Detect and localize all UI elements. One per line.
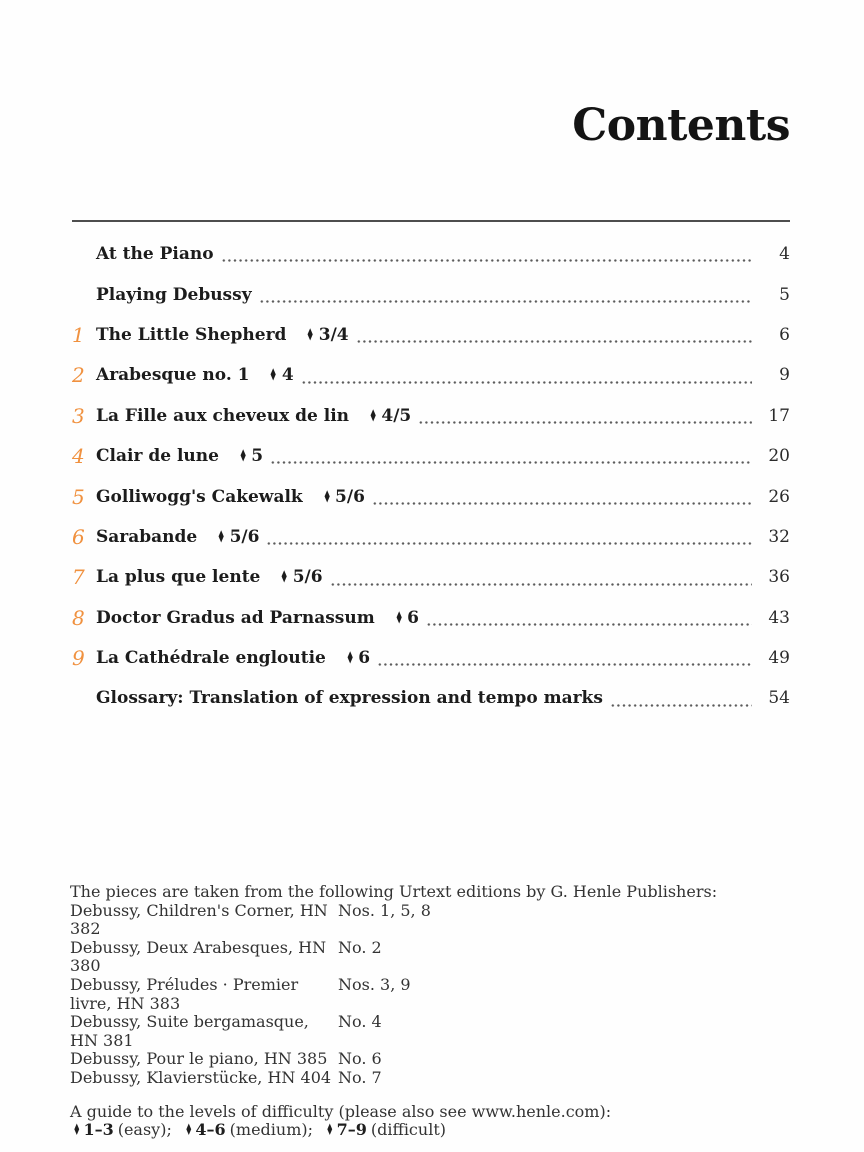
table-of-contents [72, 234, 790, 719]
piece-title: La Fille aux cheveux de lin [96, 405, 350, 426]
difficulty-rating [366, 406, 411, 426]
piece-title: The Little Shepherd [96, 324, 287, 345]
edition-numbers: No. 2 [338, 937, 382, 957]
dot-leader [259, 274, 752, 314]
level-label: (difficult) [370, 1120, 446, 1140]
page-number: 5 [779, 284, 790, 305]
toc-row [72, 598, 790, 638]
page-number: 9 [779, 365, 790, 386]
toc-row [72, 476, 790, 516]
difficulty-levels-line [70, 1121, 804, 1140]
piece-title: Glossary: Translation of expression and tempo marks [96, 688, 603, 709]
difficulty-level [323, 1120, 446, 1139]
difficulty-level [70, 1120, 172, 1139]
page-title: Contents [572, 100, 790, 151]
level-range: 1–3 [83, 1120, 114, 1140]
difficulty-value: 3/4 [318, 324, 349, 345]
difficulty-guide-intro: A guide to the levels of difficulty (please also see www.henle.com): [70, 1101, 612, 1121]
difficulty-rating [343, 648, 370, 668]
edition-name: Debussy, Préludes · Premier livre, HN 383 [70, 974, 299, 1013]
difficulty-diamond-icon: ♦ [238, 445, 248, 466]
edition-numbers: No. 6 [338, 1049, 382, 1069]
difficulty-value: 4 [281, 365, 294, 386]
page-number: 43 [768, 607, 790, 628]
difficulty-rating [303, 325, 348, 345]
piece-number: 7 [72, 565, 85, 590]
piece-number: 9 [72, 646, 85, 671]
page-number: 32 [768, 526, 790, 547]
page-number: 36 [768, 567, 790, 588]
piece-title: La Cathédrale engloutie [96, 648, 326, 669]
difficulty-diamond-icon: ♦ [322, 486, 332, 507]
difficulty-value: 5/6 [335, 486, 365, 507]
piece-title: Golliwogg's Cakewalk [96, 486, 303, 507]
edition-name: Debussy, Deux Arabesques, HN 380 [70, 937, 327, 976]
level-range: 7–9 [336, 1120, 367, 1140]
difficulty-diamond-icon: ♦ [306, 324, 315, 345]
page-number: 54 [768, 688, 790, 709]
dot-leader [377, 638, 752, 678]
dot-leader [301, 355, 752, 395]
edition-numbers: Nos. 1, 5, 8 [338, 900, 431, 920]
toc-row [72, 517, 790, 557]
difficulty-diamond-icon: ♦ [184, 1120, 193, 1140]
piece-number: 5 [72, 484, 85, 509]
difficulty-rating [392, 608, 419, 628]
level-label: (easy); [117, 1120, 172, 1140]
difficulty-diamond-icon: ♦ [72, 1120, 81, 1140]
toc-row [72, 315, 790, 355]
source-row [70, 939, 804, 976]
difficulty-value: 6 [407, 607, 419, 628]
difficulty-level [182, 1120, 313, 1139]
piece-number: 2 [72, 363, 85, 388]
toc-row [72, 678, 790, 718]
difficulty-diamond-icon: ♦ [369, 405, 378, 426]
horizontal-rule [72, 220, 790, 222]
page-number: 6 [779, 324, 790, 345]
piece-title: Doctor Gradus ad Parnassum [96, 607, 375, 628]
dot-leader [221, 234, 752, 274]
difficulty-rating [277, 567, 322, 587]
piece-number: 1 [72, 322, 85, 347]
source-row [70, 902, 804, 939]
difficulty-diamond-icon: ♦ [325, 1120, 334, 1140]
edition-name: Debussy, Suite bergamasque, HN 381 [70, 1012, 309, 1050]
piece-title: La plus que lente [96, 567, 261, 588]
source-row [70, 1013, 804, 1050]
difficulty-diamond-icon: ♦ [217, 526, 226, 547]
toc-row [72, 436, 790, 476]
source-row [70, 1069, 804, 1088]
edition-name: Debussy, Children's Corner, HN 382 [70, 900, 328, 939]
toc-row [72, 396, 790, 436]
toc-row [72, 355, 790, 395]
difficulty-diamond-icon: ♦ [394, 607, 404, 628]
dot-leader [356, 315, 752, 355]
toc-row [72, 274, 790, 314]
difficulty-value: 4/5 [381, 405, 412, 426]
difficulty-diamond-icon: ♦ [269, 364, 278, 385]
edition-name: Debussy, Klavierstücke, HN 404 [70, 1067, 332, 1087]
page-number: 49 [768, 648, 790, 669]
toc-row [72, 557, 790, 597]
page-number: 26 [768, 486, 790, 507]
footer-notes [70, 883, 804, 1140]
dot-leader [270, 436, 752, 476]
difficulty-value: 5/6 [229, 526, 260, 547]
difficulty-rating [236, 446, 263, 466]
dot-leader [266, 517, 752, 557]
piece-number: 3 [72, 403, 85, 428]
source-row [70, 976, 804, 1013]
piece-number: 8 [72, 605, 85, 630]
piece-title: At the Piano [96, 244, 214, 265]
difficulty-rating [214, 527, 259, 547]
piece-number: 6 [72, 524, 85, 549]
dot-leader [372, 476, 752, 516]
difficulty-rating [320, 487, 365, 507]
page-number: 20 [768, 446, 790, 467]
difficulty-diamond-icon: ♦ [280, 566, 289, 587]
edition-numbers: No. 7 [338, 1067, 382, 1087]
page-number: 17 [768, 405, 790, 426]
difficulty-rating [266, 365, 293, 385]
toc-row [72, 234, 790, 274]
difficulty-value: 5 [251, 446, 264, 467]
edition-numbers: No. 4 [338, 1012, 382, 1032]
piece-number: 4 [72, 444, 85, 469]
difficulty-diamond-icon: ♦ [345, 647, 355, 668]
piece-title: Arabesque no. 1 [96, 365, 250, 386]
difficulty-value: 5/6 [292, 567, 323, 588]
dot-leader [418, 396, 752, 436]
dot-leader [330, 557, 752, 597]
page-number: 4 [779, 244, 790, 265]
dot-leader [610, 678, 752, 718]
source-row [70, 1050, 804, 1069]
level-label: (medium); [229, 1120, 314, 1140]
dot-leader [426, 598, 752, 638]
difficulty-value: 6 [358, 648, 371, 669]
sources-intro: The pieces are taken from the following Urtext editions by G. Henle Publishers: [70, 882, 718, 901]
piece-title: Sarabande [96, 526, 198, 547]
toc-row [72, 638, 790, 678]
edition-numbers: Nos. 3, 9 [338, 974, 411, 994]
piece-title: Playing Debussy [96, 284, 252, 305]
edition-name: Debussy, Pour le piano, HN 385 [70, 1049, 328, 1069]
piece-title: Clair de lune [96, 446, 219, 467]
level-range: 4–6 [195, 1120, 226, 1140]
